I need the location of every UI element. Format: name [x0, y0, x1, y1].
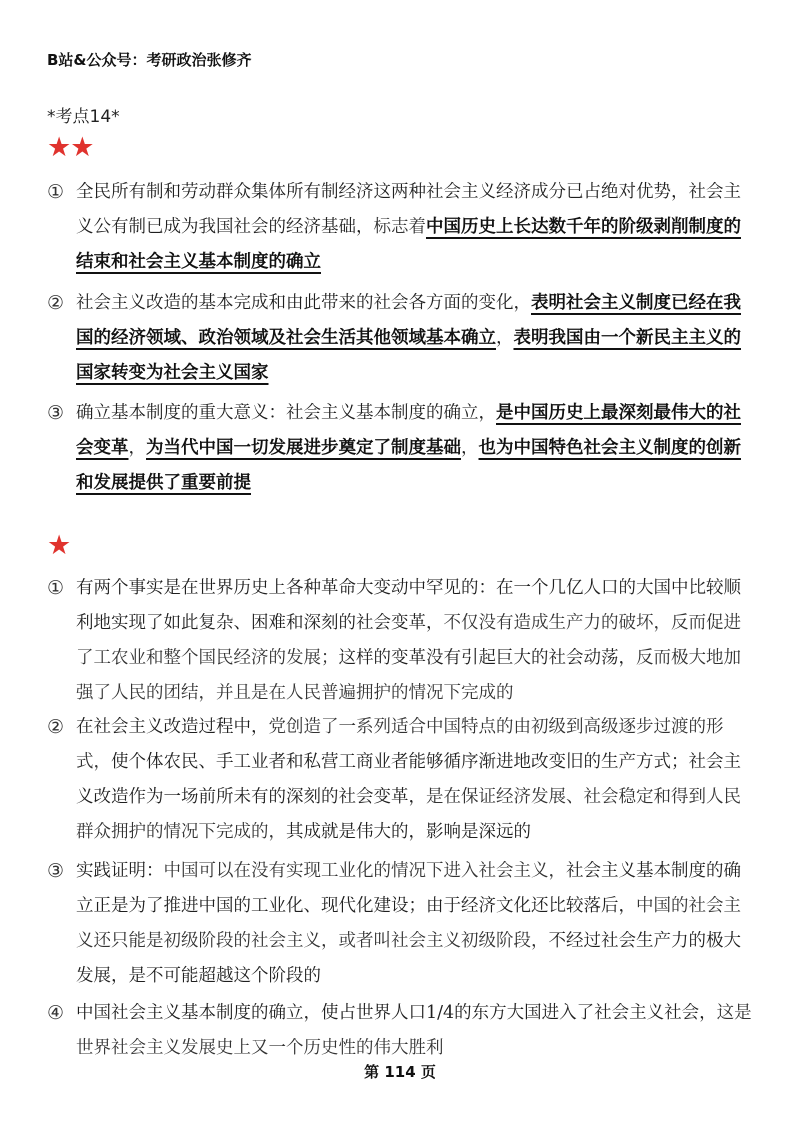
text-segment: 中国的社会主义还只能是初级阶段的社会主义，或者叫社会主义初级阶段，	[76, 896, 741, 951]
item-text	[76, 286, 757, 391]
item-text	[76, 396, 757, 501]
item-number: ②	[47, 292, 65, 314]
text-segment: 反而极大地加强了人民的团结，并且是在人民普遍拥护的情况下完成的	[76, 648, 741, 703]
text-segment: ，	[128, 438, 146, 458]
text-segment: 中国可以在没有实现工业化的情况下进入社会主义，	[163, 861, 566, 881]
text-segment: 社会主义改造的基本完成和由此带来的社会各方面的变化，	[76, 293, 531, 313]
key-point-emphasis: 表明我国由一个新民主主义的国家转变为社会主义国家	[76, 328, 741, 383]
one-star-rating: ★	[47, 530, 71, 561]
two-star-rating: ★★	[47, 132, 94, 163]
list-item-one-star-3	[47, 854, 757, 994]
item-text	[76, 175, 757, 280]
text-segment: 社会主义基本制度的确立正是为了推进中国的工业化、现代化建设；由于经济文化还比较落后，	[76, 861, 741, 916]
list-item-one-star-2	[47, 710, 757, 850]
text-segment: 在社会主义改造过程中，	[76, 717, 269, 737]
text-segment: 这是世界社会主义发展史上又一个历史性的伟大胜利	[76, 1003, 752, 1058]
text-segment: 有两个事实是在世界历史上各种革命大变动中罕见的：在一个几亿人口的大国中比较顺利地实现了如此复杂、困难和深刻的社会变革，	[76, 578, 741, 633]
list-item-one-star-4	[47, 996, 757, 1066]
item-number: ①	[47, 181, 65, 203]
list-item-two-star-2	[47, 286, 757, 391]
item-number: ④	[47, 1002, 65, 1024]
key-point-emphasis: 为当代中国一切发展进步奠定了制度基础	[146, 438, 461, 458]
key-point-emphasis: 是中国历史上最深刻最伟大的社会变革	[76, 403, 741, 458]
item-text	[76, 571, 757, 711]
text-segment: ，	[496, 328, 514, 348]
text-segment: 中国社会主义基本制度的确立，使占世界人口1/4的东方大国进入了社会主义社会，	[76, 1003, 717, 1023]
page-header-source: B站&公众号：考研政治张修齐	[47, 51, 252, 69]
text-segment: 党创造了一系列适合中国特点的由初级到高级逐步过渡的形式，	[76, 717, 724, 772]
list-item-two-star-1	[47, 175, 757, 280]
item-text	[76, 854, 757, 994]
text-segment: ，	[461, 438, 479, 458]
text-segment: 这样的变革没有引起巨大的社会动荡，	[338, 648, 636, 668]
text-segment: 实践证明：	[76, 861, 164, 881]
item-number: ②	[47, 716, 65, 738]
item-number: ①	[47, 577, 65, 599]
list-item-one-star-1	[47, 571, 757, 711]
item-text	[76, 710, 757, 850]
list-item-two-star-3	[47, 396, 757, 501]
item-number: ③	[47, 860, 65, 882]
section-label: *考点14*	[47, 107, 120, 127]
key-point-emphasis: 也为中国特色社会主义制度的创新和发展提供了重要前提	[76, 438, 741, 493]
text-segment: 全民所有制和劳动群众集体所有制经济这两种社会主义经济成分已占绝对优势，社会主义公有制已成为我国社会的经济基础，	[76, 182, 741, 237]
text-segment: 确立基本制度的重大意义：社会主义基本制度的确立，	[76, 403, 496, 423]
text-segment: 标志着	[373, 217, 426, 237]
text-segment: 是在保证经济发展、社会稳定和得到人民群众拥护的情况下完成的，	[76, 787, 741, 842]
text-segment: 使个体农民、手工业者和私营工商业者能够循序渐进地改变旧的生产方式；社会主义改造作为一场前所未有的深刻的社会变革，	[76, 752, 741, 807]
page-number: 第 114 页	[364, 1063, 436, 1081]
key-point-emphasis: 中国历史上长达数千年的阶级剥削制度的结束和社会主义基本制度的确立	[76, 217, 741, 272]
text-segment: 其成就是伟大的，影响是深远的	[286, 822, 531, 842]
text-segment: 不仅没有造成生产力的破坏，反而促进了工农业和整个国民经济的发展；	[76, 613, 741, 668]
key-point-emphasis: 表明社会主义制度已经在我国的经济领域、政治领域及社会生活其他领域基本确立	[76, 293, 741, 348]
item-number: ③	[47, 402, 65, 424]
item-text	[76, 996, 757, 1066]
text-segment: 不经过社会生产力的极大发展，是不可能超越这个阶段的	[76, 931, 741, 986]
